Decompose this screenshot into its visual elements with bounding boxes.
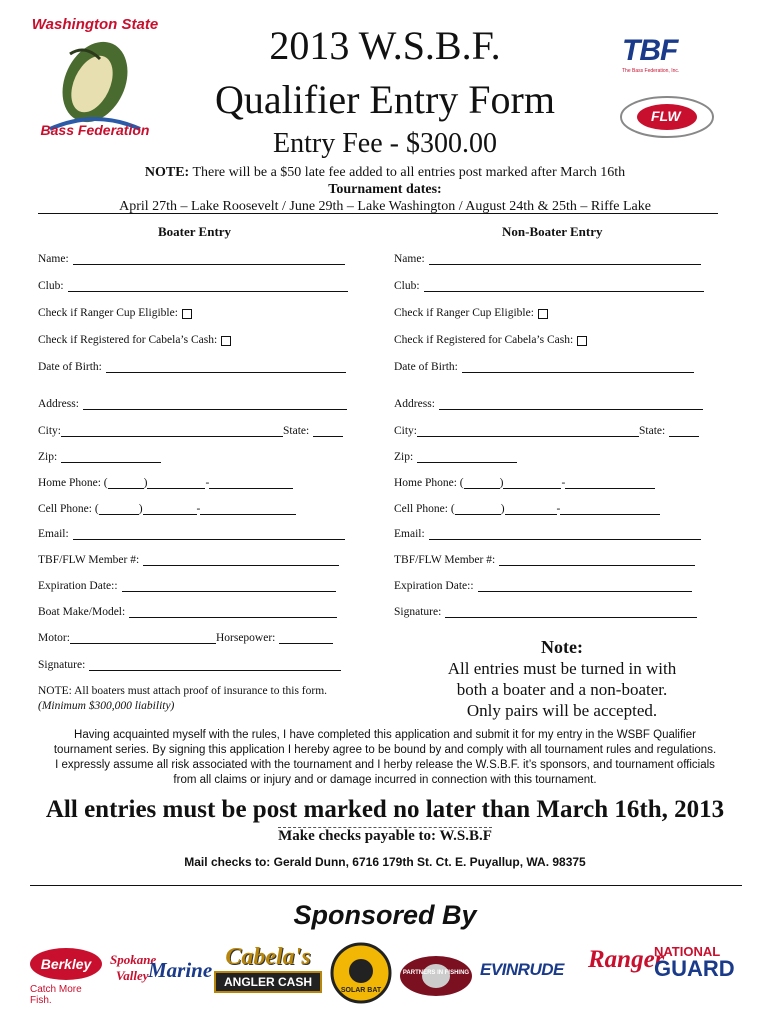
nonboater-name-label: Name: — [394, 253, 425, 265]
nonboater-expiration-field[interactable] — [394, 580, 692, 592]
nonboater-cell-number-line[interactable] — [560, 503, 660, 515]
disclaimer-line-1: Having acquainted myself with the rules, I have completed this application and submit it for my entry in the WSBF Qualifier — [74, 729, 696, 741]
nonboater-dob-line[interactable] — [462, 361, 694, 373]
nonboater-home-area-line[interactable] — [464, 477, 500, 489]
boater-cabelas-checkbox[interactable] — [221, 336, 231, 346]
boater-home-area-line[interactable] — [108, 477, 144, 489]
checks-payable — [20, 828, 750, 845]
boater-club-line[interactable] — [68, 280, 348, 292]
deadline-notice: All entries must be post marked no later than March 16th, 2013 — [45, 796, 725, 823]
nonboater-address-label: Address: — [394, 398, 435, 410]
nonboater-club-label: Club: — [394, 280, 420, 292]
boater-motor-label: Motor: — [38, 632, 70, 644]
nonboater-cabelas-field — [394, 334, 587, 346]
boater-city-label: City: — [38, 425, 62, 437]
boater-email-field[interactable] — [38, 528, 345, 540]
title-line-1: 2013 W.S.B.F. — [269, 23, 501, 68]
nonboater-zip-line[interactable] — [417, 451, 517, 463]
angler-cash-text: ANGLER CASH — [214, 971, 322, 993]
berkley-tagline: Catch More Fish. — [30, 984, 82, 1006]
nonboater-club-line[interactable] — [424, 280, 704, 292]
boater-horsepower-label: Horsepower: — [215, 632, 276, 644]
boater-boat-line[interactable] — [129, 606, 337, 618]
valley-text: Valley — [116, 968, 149, 983]
boater-city-field[interactable] — [38, 425, 343, 437]
cabelas-logo — [214, 944, 322, 996]
flw-text: FLW — [651, 108, 681, 124]
boater-motor-field[interactable] — [38, 632, 333, 644]
boater-cell-number-line[interactable] — [200, 503, 296, 515]
solar-bat-text: SOLAR BAT — [340, 987, 382, 994]
ranger-logo — [588, 946, 665, 996]
evinrude-logo: EVINRUDE — [480, 960, 564, 979]
boater-zip-line[interactable] — [61, 451, 161, 463]
side-note-line-2: both a boater and a non-boater. — [456, 680, 668, 699]
nonboater-address-field[interactable] — [394, 398, 703, 410]
boater-dob-field[interactable] — [38, 361, 346, 373]
tbf-logo-text: TBF — [622, 34, 678, 67]
partners-in-fishing-logo — [398, 946, 474, 1002]
nonboater-member-label: TBF/FLW Member #: — [394, 554, 496, 566]
boater-state-label: State: — [283, 425, 310, 437]
nonboater-signature-label: Signature: — [394, 606, 442, 618]
title-line-2: Qualifier Entry Form — [215, 77, 555, 122]
boater-expiration-field[interactable] — [38, 580, 336, 592]
partners-text: PARTNERS IN FISHING — [402, 970, 470, 976]
dates-label: Tournament dates: — [328, 182, 442, 197]
spokane-text: Spokane — [110, 952, 157, 967]
nonboater-email-line[interactable] — [429, 528, 701, 540]
boater-expiration-line[interactable] — [122, 580, 336, 592]
boater-club-field[interactable] — [38, 280, 348, 292]
guard-text: GUARD — [654, 956, 735, 981]
checks-payable-text: Make checks payable to: W.S.B.F — [278, 828, 492, 844]
nonboater-member-line[interactable] — [499, 554, 695, 566]
nonboater-state-line[interactable] — [669, 425, 699, 437]
boater-email-line[interactable] — [73, 528, 345, 540]
nonboater-city-label: City: — [394, 425, 418, 437]
side-note-line-1: All entries must be turned in with — [447, 659, 677, 678]
nonboater-heading: Non-Boater Entry — [502, 224, 603, 239]
berkley-text: Berkley — [40, 956, 92, 972]
nonboater-club-field[interactable] — [394, 280, 704, 292]
boater-ranger-field — [38, 307, 192, 319]
nonboater-member-field[interactable] — [394, 554, 695, 566]
marine-text: Marine — [148, 958, 213, 982]
side-note-title: Note: — [541, 637, 583, 657]
nonboater-home-number-line[interactable] — [565, 477, 655, 489]
boater-zip-field[interactable] — [38, 451, 161, 463]
nonboater-state-label: State: — [639, 425, 666, 437]
boater-cell-area-line[interactable] — [99, 503, 139, 515]
cabelas-text: Cabela's — [225, 944, 311, 970]
nonboater-cell-phone-label: Cell Phone: ( — [394, 503, 455, 515]
note-label: NOTE: — [144, 165, 190, 180]
nonboater-expiration-label: Expiration Date:: — [394, 580, 474, 592]
boater-cell-phone-label: Cell Phone: ( — [38, 503, 99, 515]
boater-name-field[interactable] — [38, 253, 345, 265]
wsbf-bottom-text: Bass Federation — [40, 122, 150, 138]
boater-name-line[interactable] — [73, 253, 345, 265]
berkley-logo — [30, 948, 106, 1008]
nonboater-dob-field[interactable] — [394, 361, 694, 373]
boater-heading: Boater Entry — [158, 224, 232, 239]
boater-state-line[interactable] — [313, 425, 343, 437]
tbf-logo — [622, 34, 712, 84]
boater-address-label: Address: — [38, 398, 79, 410]
nonboater-name-line[interactable] — [429, 253, 701, 265]
nonboater-city-line[interactable] — [417, 425, 639, 437]
boater-member-line[interactable] — [143, 554, 339, 566]
boater-cabelas-label: Check if Registered for Cabela’s Cash: — [38, 334, 218, 346]
disclaimer-line-2: tournament series. By signing this application I hereby agree to be bound by and comply with all tournament rules and regulations. — [53, 744, 717, 756]
insurance-minimum: (Minimum $300,000 liability) — [38, 700, 175, 712]
national-text: NATIONAL — [654, 944, 721, 959]
boater-member-label: TBF/FLW Member #: — [38, 554, 140, 566]
boater-cell-prefix-line[interactable] — [143, 503, 197, 515]
boater-horsepower-line[interactable] — [279, 632, 333, 644]
nonboater-signature-field[interactable] — [394, 606, 697, 618]
boater-home-number-line[interactable] — [209, 477, 293, 489]
nonboater-email-field[interactable] — [394, 528, 701, 540]
nonboater-home-phone-field[interactable]: Home Phone: ( ) - — [394, 477, 655, 489]
boater-home-phone-label: Home Phone: ( — [38, 477, 108, 489]
wsbf-logo — [30, 14, 160, 144]
boater-zip-label: Zip: — [38, 451, 58, 463]
footer-rule — [30, 885, 742, 886]
boater-expiration-label: Expiration Date:: — [38, 580, 118, 592]
nonboater-name-field[interactable] — [394, 253, 701, 265]
nonboater-ranger-field — [394, 307, 548, 319]
note-text: There will be a $50 late fee added to all entries post marked after March 16th — [192, 165, 626, 180]
disclaimer-line-4: from all claims or injury and or damage incurred in connection with this tournament. — [173, 774, 597, 786]
boater-ranger-checkbox[interactable] — [182, 309, 192, 319]
nonboater-zip-label: Zip: — [394, 451, 414, 463]
late-fee-note — [40, 164, 730, 181]
entry-fee: Entry Fee - $300.00 — [273, 128, 497, 159]
header-rule — [38, 213, 718, 214]
side-note-line-3: Only pairs will be accepted. — [466, 701, 658, 720]
boater-city-line[interactable] — [61, 425, 283, 437]
boater-club-label: Club: — [38, 280, 64, 292]
nonboater-cell-phone-field[interactable]: Cell Phone: ( ) - — [394, 503, 660, 515]
solar-bat-logo — [330, 942, 392, 1004]
nonboater-email-label: Email: — [394, 528, 425, 540]
boater-home-prefix-line[interactable] — [147, 477, 205, 489]
tbf-subtitle: The Bass Federation, Inc. — [622, 68, 680, 74]
boater-cell-phone-field[interactable]: Cell Phone: ( ) - — [38, 503, 296, 515]
ranger-text: Ranger — [588, 946, 665, 973]
boater-member-field[interactable] — [38, 554, 339, 566]
nonboater-signature-line[interactable] — [445, 606, 697, 618]
boater-cabelas-field — [38, 334, 231, 346]
nonboater-ranger-label: Check if Ranger Cup Eligible: — [394, 307, 534, 319]
nonboater-dob-label: Date of Birth: — [394, 361, 458, 373]
nonboater-ranger-checkbox[interactable] — [538, 309, 548, 319]
nonboater-home-phone-label: Home Phone: ( — [394, 477, 464, 489]
national-guard-logo — [654, 944, 734, 994]
boater-dob-label: Date of Birth: — [38, 361, 102, 373]
boater-ranger-label: Check if Ranger Cup Eligible: — [38, 307, 178, 319]
boater-home-phone-field[interactable]: Home Phone: ( ) - — [38, 477, 293, 489]
dates-text: April 27th – Lake Roosevelt / June 29th – Lake Washington / August 24th & 25th – Riffe Lake — [119, 199, 651, 214]
boater-address-line[interactable] — [83, 398, 347, 410]
boater-motor-line[interactable] — [70, 632, 216, 644]
boater-email-label: Email: — [38, 528, 69, 540]
boater-dob-line[interactable] — [106, 361, 346, 373]
boater-boat-field[interactable] — [38, 606, 337, 618]
flw-logo — [618, 94, 716, 140]
boater-signature-field[interactable] — [38, 659, 341, 671]
spokane-valley-marine-logo — [110, 952, 213, 996]
boater-signature-line[interactable] — [89, 659, 341, 671]
boater-name-label: Name: — [38, 253, 69, 265]
nonboater-cabelas-checkbox[interactable] — [577, 336, 587, 346]
boater-boat-label: Boat Make/Model: — [38, 606, 126, 618]
nonboater-cell-area-line[interactable] — [455, 503, 501, 515]
nonboater-zip-field[interactable] — [394, 451, 517, 463]
mail-checks: Mail checks to: Gerald Dunn, 6716 179th St. Ct. E. Puyallup, WA. 98375 — [184, 855, 586, 869]
nonboater-cell-prefix-line[interactable] — [505, 503, 557, 515]
boater-signature-label: Signature: — [38, 659, 86, 671]
nonboater-address-line[interactable] — [439, 398, 703, 410]
nonboater-cabelas-label: Check if Registered for Cabela’s Cash: — [394, 334, 574, 346]
nonboater-expiration-line[interactable] — [478, 580, 692, 592]
insurance-note: NOTE: All boaters must attach proof of insurance to this form. — [38, 685, 328, 697]
disclaimer-line-3: I expressly assume all risk associated with the tournament and I herby release the W.S.B.F. it’s sponsors, and tournament officials — [55, 759, 715, 771]
nonboater-city-field[interactable] — [394, 425, 699, 437]
wsbf-top-text: Washington State — [31, 16, 159, 33]
boater-address-field[interactable] — [38, 398, 347, 410]
nonboater-home-prefix-line[interactable] — [503, 477, 561, 489]
sponsored-by: Sponsored By — [293, 900, 477, 930]
